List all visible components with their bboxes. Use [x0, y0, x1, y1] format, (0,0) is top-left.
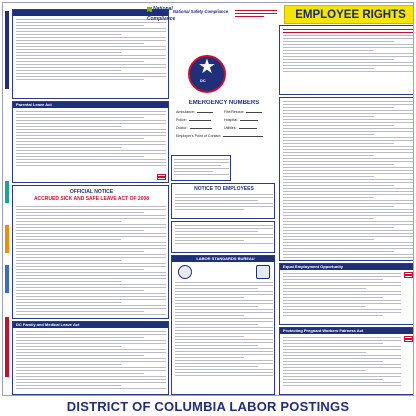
notice-to-employees-panel [171, 183, 275, 219]
ordering-info [235, 10, 277, 19]
star-icon: ★ [198, 56, 216, 78]
side-tab-red [5, 317, 9, 377]
agency-logo-icon [256, 265, 270, 279]
equal-employment-panel [279, 263, 414, 325]
dc-flag-icon [157, 174, 166, 180]
pregnant-workers-heading: Protecting Pregnant Workers Fairness Act [280, 328, 414, 334]
side-tab-green [5, 181, 9, 203]
dc-flag-icon-pwfa [404, 336, 413, 342]
poster [2, 2, 414, 396]
field-police: Police: [176, 118, 211, 122]
side-tab-navy [5, 11, 9, 89]
center-left-notice [171, 155, 231, 181]
notice-to-employees-title: NOTICE TO EMPLOYEES [194, 186, 254, 192]
employee-rights-banner: EMPLOYEE RIGHTS [284, 5, 414, 24]
side-tab-blue [5, 265, 9, 293]
brand-logo-right: National Safety Compliance [173, 9, 229, 14]
dc-flag-icon-eeo [404, 272, 413, 278]
labor-standards-panel [171, 255, 275, 395]
official-notice-title: OFFICIAL NOTICE [69, 189, 114, 195]
parental-leave-panel [12, 101, 169, 183]
field-hospital: Hospital: [224, 118, 258, 122]
notice-bar [13, 10, 169, 16]
family-medical-leave-heading: DC Family and Medical Leave Act [13, 322, 169, 328]
brand-logo-left: National Safety Compliance [147, 6, 176, 22]
field-ambulance: Ambulance: [176, 110, 213, 114]
footer-title: DISTRICT OF COLUMBIA LABOR POSTINGS [66, 399, 350, 414]
family-medical-leave-panel [12, 321, 169, 395]
center-info-box [171, 221, 275, 253]
employee-rights-text [279, 97, 414, 261]
field-doctor: Doctor: [176, 126, 212, 130]
field-utilities: Utilities: [224, 126, 257, 130]
sick-safe-leave-panel [12, 185, 169, 319]
pregnant-workers-panel [279, 327, 414, 395]
field-point-of-contact: Employer's Point of Contact: [176, 134, 263, 138]
dc-agency-seal-icon [178, 265, 192, 279]
sick-safe-leave-title: ACCRUED SICK AND SAFE LEAVE ACT OF 2008 [33, 196, 150, 202]
dc-seal-label: DC [200, 78, 206, 83]
minimum-wage-panel [279, 25, 414, 95]
emergency-numbers-panel [171, 99, 275, 153]
minimum-wage-notice [12, 9, 169, 99]
equal-employment-heading: Equal Employment Opportunity [280, 264, 414, 270]
field-fire-rescue: Fire/Rescue: [224, 110, 262, 114]
emergency-numbers-title: EMERGENCY NUMBERS [188, 100, 260, 106]
parental-leave-heading: Parental Leave Act [13, 102, 169, 108]
side-tab-orange [5, 225, 9, 253]
labor-standards-heading: LABOR STANDARDS BUREAU [172, 256, 275, 262]
